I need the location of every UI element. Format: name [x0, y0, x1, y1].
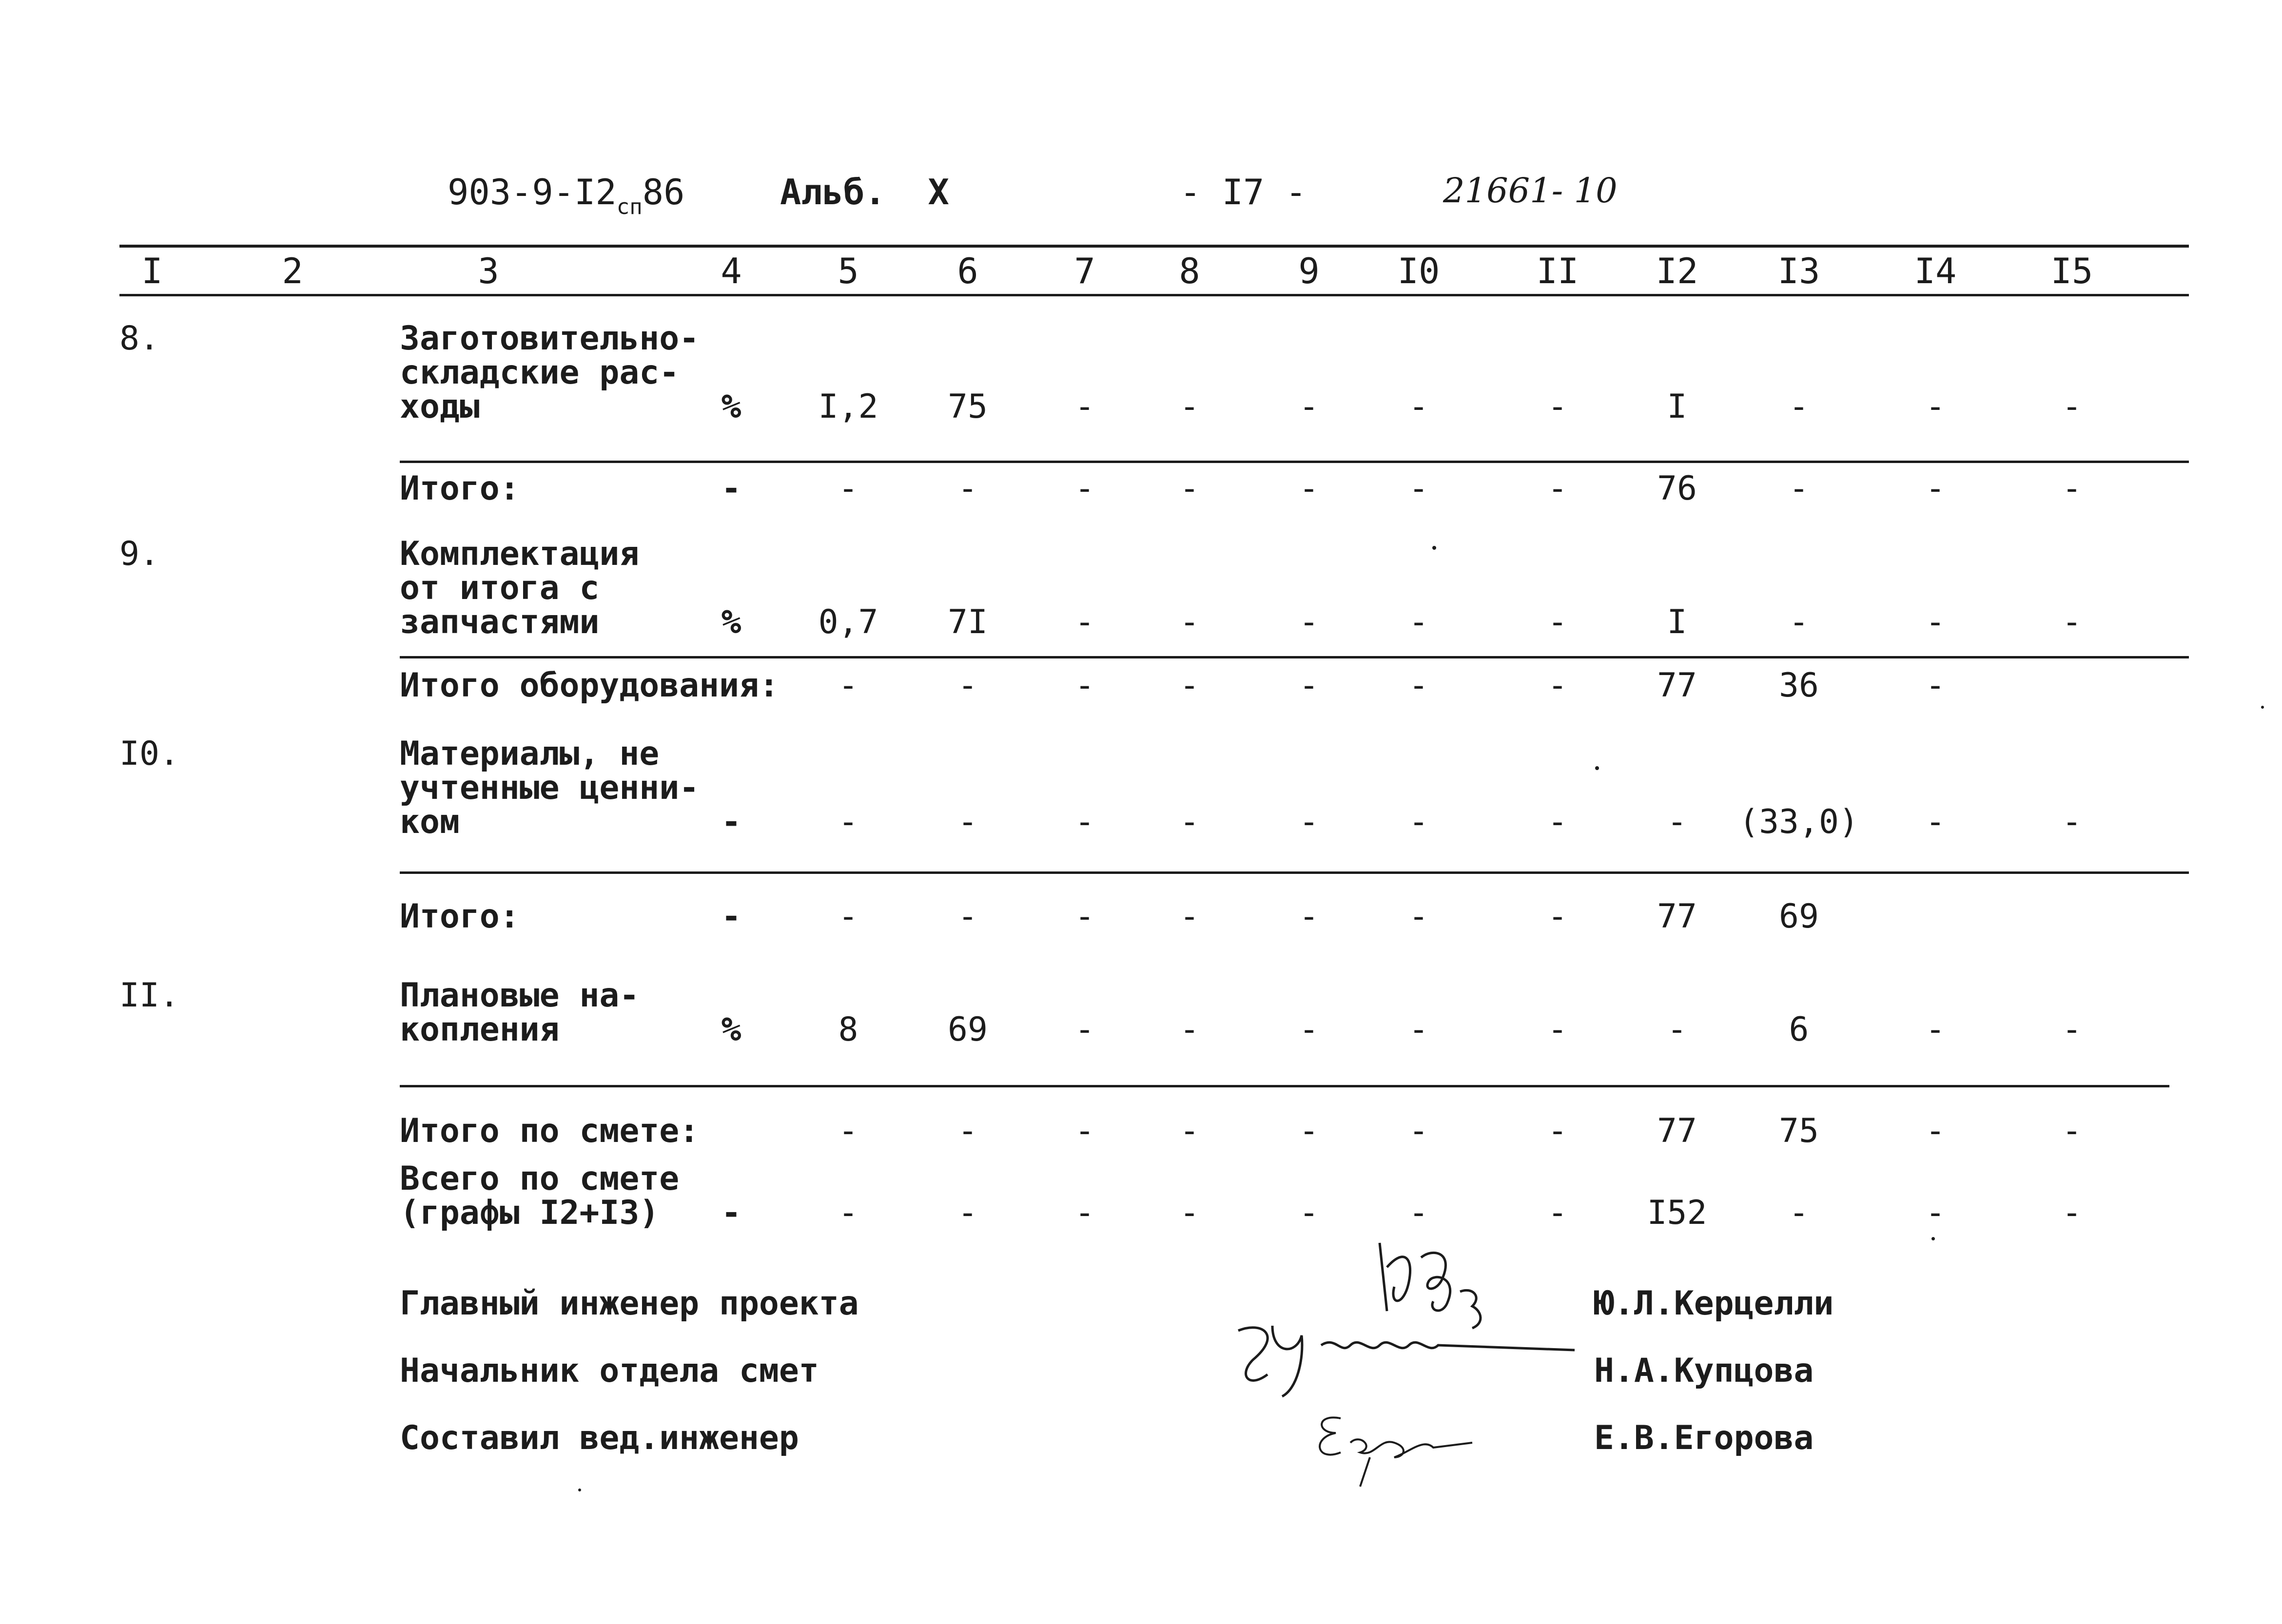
cell-col-14: -	[1925, 803, 1946, 841]
cell-col-14: -	[1925, 387, 1946, 426]
column-number: 9	[1298, 251, 1320, 291]
cell-col-14: -	[1925, 1194, 1946, 1232]
cell-col-4: %	[721, 387, 741, 426]
cell-col-9: -	[1299, 666, 1319, 705]
cell-col-5: 8	[838, 1010, 858, 1049]
cell-col-10: -	[1408, 603, 1429, 641]
row-name: Итого по смете:	[400, 1112, 700, 1150]
row-name: Заготовительно- складские рас- ходы	[400, 319, 700, 426]
cell-col-7: -	[1074, 387, 1095, 426]
cell-col-7: -	[1074, 666, 1095, 705]
project-code: $903-9-I2_{сп}86$	[448, 172, 685, 219]
cell-col-13: -	[1789, 469, 1809, 508]
row-name: Комплектация от итога с запчастями	[400, 535, 640, 641]
cell-col-5: I,2	[818, 387, 878, 426]
cell-col-11: -	[1547, 387, 1568, 426]
cell-col-9: -	[1299, 1010, 1319, 1049]
cell-col-11: -	[1547, 666, 1568, 705]
column-number: II	[1536, 251, 1579, 291]
cell-col-7: -	[1074, 1194, 1095, 1232]
paper-speck	[1595, 766, 1599, 770]
row-number: I0.	[119, 735, 179, 773]
cell-col-7: -	[1074, 1010, 1095, 1049]
cell-col-7: -	[1074, 469, 1095, 508]
cell-col-9: -	[1299, 1112, 1319, 1150]
cell-col-6: 7I	[948, 603, 988, 641]
column-number: I0	[1397, 251, 1440, 291]
paper-speck	[1432, 546, 1436, 550]
row-name: Итого:	[400, 897, 520, 936]
column-number: I	[141, 251, 163, 291]
cell-col-10: -	[1408, 897, 1429, 936]
cell-col-9: -	[1299, 469, 1319, 508]
cell-col-5: -	[838, 1194, 858, 1232]
cell-col-5: -	[838, 897, 858, 936]
cell-col-5: 0,7	[818, 603, 878, 641]
handwritten-number: 21661- 10	[1443, 171, 1618, 211]
row-rule	[400, 871, 2189, 874]
column-number: I4	[1914, 251, 1957, 291]
paper-speck	[1931, 1237, 1935, 1240]
cell-col-9: -	[1299, 603, 1319, 641]
cell-col-12: I	[1667, 387, 1687, 426]
cell-col-13: 6	[1789, 1010, 1809, 1049]
paper-speck	[2261, 706, 2264, 709]
cell-col-5: -	[838, 666, 858, 705]
album-number: X	[928, 172, 949, 213]
album-label: Альб. X	[780, 172, 949, 213]
cell-col-15: -	[2062, 1010, 2082, 1049]
signatory-role: Главный инженер проекта	[400, 1284, 859, 1323]
row-rule	[400, 461, 2189, 463]
cell-col-6: -	[957, 666, 978, 705]
cell-col-10: -	[1408, 1112, 1429, 1150]
row-number: 9.	[119, 535, 159, 573]
signature-egorova	[1311, 1404, 1506, 1487]
header-rule-top	[119, 245, 2189, 248]
cell-col-12: -	[1667, 803, 1687, 841]
signatory-role: Составил вед.инженер	[400, 1419, 799, 1457]
cell-col-14: -	[1925, 469, 1946, 508]
cell-col-8: -	[1179, 469, 1200, 508]
cell-col-13: 75	[1779, 1112, 1819, 1150]
cell-col-12: 77	[1657, 897, 1697, 936]
cell-col-4: %	[721, 603, 741, 641]
cell-col-14: -	[1925, 603, 1946, 641]
column-number: I3	[1777, 251, 1820, 291]
column-number: I5	[2050, 251, 2093, 291]
cell-col-10: -	[1408, 387, 1429, 426]
cell-col-13: 36	[1779, 666, 1819, 705]
cell-col-8: -	[1179, 1194, 1200, 1232]
cell-col-15: -	[2062, 469, 2082, 508]
row-name: Итого:	[400, 469, 520, 508]
cell-col-9: -	[1299, 387, 1319, 426]
row-name: Итого оборудования:	[400, 666, 779, 705]
cell-col-8: -	[1179, 803, 1200, 841]
cell-col-8: -	[1179, 1112, 1200, 1150]
cell-col-10: -	[1408, 469, 1429, 508]
signatory-name: Ю.Л.Керцелли	[1594, 1284, 1834, 1323]
project-code-subscript: сп	[616, 194, 643, 219]
cell-col-13: -	[1789, 1194, 1809, 1232]
cell-col-13: -	[1789, 387, 1809, 426]
cell-col-13: 69	[1779, 897, 1819, 936]
cell-col-14: -	[1925, 1010, 1946, 1049]
column-number: 3	[478, 251, 499, 291]
cell-col-15: -	[2062, 1194, 2082, 1232]
cell-col-9: -	[1299, 803, 1319, 841]
cell-col-11: -	[1547, 469, 1568, 508]
cell-col-8: -	[1179, 897, 1200, 936]
page-number: - I7 -	[1180, 172, 1307, 213]
cell-col-12: 76	[1657, 469, 1697, 508]
cell-col-7: -	[1074, 897, 1095, 936]
cell-col-12: 77	[1657, 666, 1697, 705]
cell-col-4: -	[721, 803, 741, 841]
cell-col-15: -	[2062, 803, 2082, 841]
cell-col-6: -	[957, 1112, 978, 1150]
header-rule-bottom	[119, 294, 2189, 296]
column-number: 5	[838, 251, 859, 291]
row-name: Материалы, не учтенные ценни- ком	[400, 735, 700, 841]
paper-speck	[578, 1489, 581, 1491]
cell-col-15: -	[2062, 387, 2082, 426]
row-name: Плановые на- копления	[400, 976, 640, 1049]
cell-col-7: -	[1074, 1112, 1095, 1150]
cell-col-6: 69	[948, 1010, 988, 1049]
cell-col-6: -	[957, 1194, 978, 1232]
cell-col-13: (33,0)	[1739, 803, 1859, 841]
cell-col-11: -	[1547, 1112, 1568, 1150]
cell-col-5: -	[838, 1112, 858, 1150]
cell-col-14: -	[1925, 1112, 1946, 1150]
cell-col-6: -	[957, 803, 978, 841]
cell-col-4: -	[721, 1194, 741, 1232]
cell-col-12: -	[1667, 1010, 1687, 1049]
cell-col-10: -	[1408, 666, 1429, 705]
column-number: 7	[1074, 251, 1095, 291]
signatory-role: Начальник отдела смет	[400, 1352, 819, 1390]
cell-col-12: I52	[1647, 1194, 1707, 1232]
column-number: 2	[282, 251, 303, 291]
cell-col-9: -	[1299, 897, 1319, 936]
cell-col-8: -	[1179, 1010, 1200, 1049]
cell-col-5: -	[838, 803, 858, 841]
column-number: 6	[957, 251, 978, 291]
cell-col-4: -	[721, 469, 741, 508]
cell-col-15: -	[2062, 1112, 2082, 1150]
cell-col-6: 75	[948, 387, 988, 426]
cell-col-4: -	[721, 897, 741, 936]
cell-col-12: 77	[1657, 1112, 1697, 1150]
cell-col-15: -	[2062, 603, 2082, 641]
column-number: I2	[1656, 251, 1698, 291]
cell-col-8: -	[1179, 603, 1200, 641]
row-name: Всего по смете (графы I2+I3)	[400, 1160, 680, 1232]
cell-col-11: -	[1547, 1194, 1568, 1232]
cell-col-6: -	[957, 469, 978, 508]
column-number: 8	[1179, 251, 1200, 291]
cell-col-11: -	[1547, 1010, 1568, 1049]
cell-col-8: -	[1179, 666, 1200, 705]
row-rule	[400, 656, 2189, 658]
column-number: 4	[721, 251, 742, 291]
cell-col-11: -	[1547, 603, 1568, 641]
cell-col-7: -	[1074, 603, 1095, 641]
row-number: 8.	[119, 319, 159, 358]
signatory-name: Е.В.Егорова	[1594, 1419, 1814, 1457]
cell-col-7: -	[1074, 803, 1095, 841]
signatory-name: Н.А.Купцова	[1594, 1352, 1814, 1390]
cell-col-14: -	[1925, 666, 1946, 705]
cell-col-8: -	[1179, 387, 1200, 426]
row-rule	[400, 1085, 2169, 1087]
cell-col-10: -	[1408, 1010, 1429, 1049]
signature-kuptsova	[1224, 1316, 1575, 1399]
cell-col-5: -	[838, 469, 858, 508]
cell-col-10: -	[1408, 1194, 1429, 1232]
cell-col-12: I	[1667, 603, 1687, 641]
row-number: II.	[119, 976, 179, 1015]
cell-col-13: -	[1789, 603, 1809, 641]
cell-col-11: -	[1547, 897, 1568, 936]
cell-col-11: -	[1547, 803, 1568, 841]
cell-col-6: -	[957, 897, 978, 936]
cell-col-9: -	[1299, 1194, 1319, 1232]
cell-col-4: %	[721, 1010, 741, 1049]
cell-col-10: -	[1408, 803, 1429, 841]
